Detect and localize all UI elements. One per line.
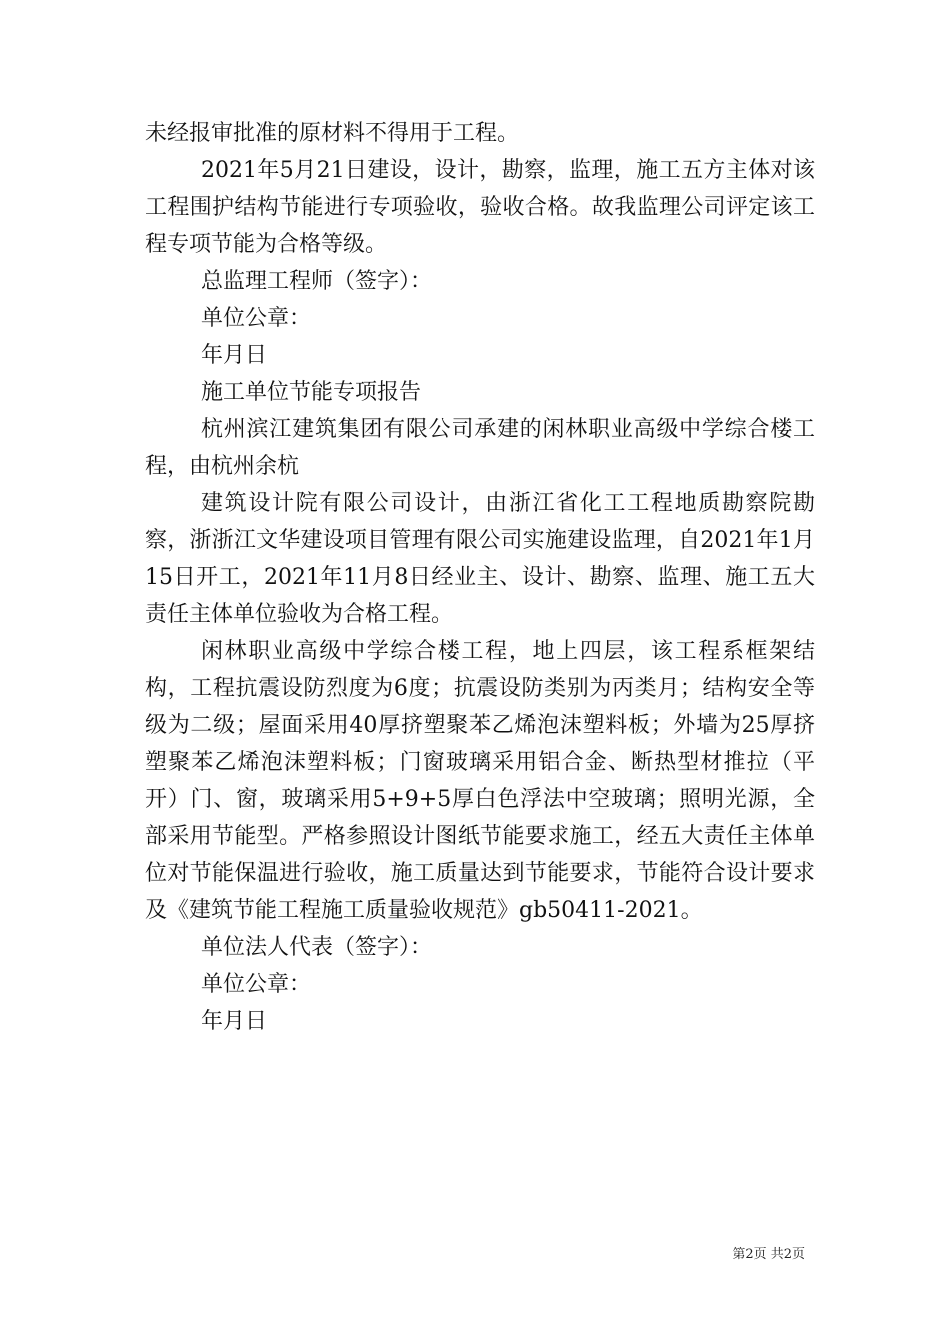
paragraph-design-survey: 建筑设计院有限公司设计，由浙江省化工工程地质勘察院勘察，浙浙江文华建设项目管理有限公司实施建设监理，自2021年1月15日开工，2021年11月8日经业主、设计、勘察、监理、施工五大责任主体单位验收为合格工程。	[145, 491, 815, 627]
paragraph-materials-note: 未经报审批准的原材料不得用于工程。	[145, 121, 520, 146]
paragraph-contractor-intro: 杭州滨江建筑集团有限公司承建的闲林职业高级中学综合楼工程，由杭州余杭	[145, 417, 815, 479]
paragraph-project-details: 闲林职业高级中学综合楼工程，地上四层，该工程系框架结构，工程抗震设防烈度为6度；抗震设防类别为丙类月；结构安全等级为二级；屋面采用40厚挤塑聚苯乙烯泡沫塑料板；外墙为25厚挤塑聚苯乙烯泡沫塑料板；门窗玻璃采用铝合金、断热型材推拉（平开）门、窗，玻璃采用5+9+5厚白色浮法中空玻璃；照明光源，全部采用节能型。严格参照设计图纸节能要求施工，经五大责任主体单位对节能保温进行验收，施工质量达到节能要求，节能符合设计要求及《建筑节能工程施工质量验收规范》gb50411-2021。	[145, 639, 815, 923]
page-number-footer: 第2页 共2页	[732, 1247, 805, 1262]
seal-line-supervisor: 单位公章：	[201, 306, 312, 331]
signature-legal-representative: 单位法人代表（签字）：	[201, 935, 433, 960]
section-title-construction-report: 施工单位节能专项报告	[201, 380, 422, 405]
signature-chief-supervisor: 总监理工程师（签字）：	[201, 269, 433, 294]
seal-line-contractor: 单位公章：	[201, 972, 312, 997]
date-line-contractor: 年月日	[201, 1009, 268, 1034]
document-body	[145, 115, 815, 1040]
date-line-supervisor: 年月日	[201, 343, 268, 368]
paragraph-acceptance-summary: 2021年5月21日建设，设计，勘察，监理，施工五方主体对该工程围护结构节能进行专项验收，验收合格。故我监理公司评定该工程专项节能为合格等级。	[145, 158, 815, 257]
